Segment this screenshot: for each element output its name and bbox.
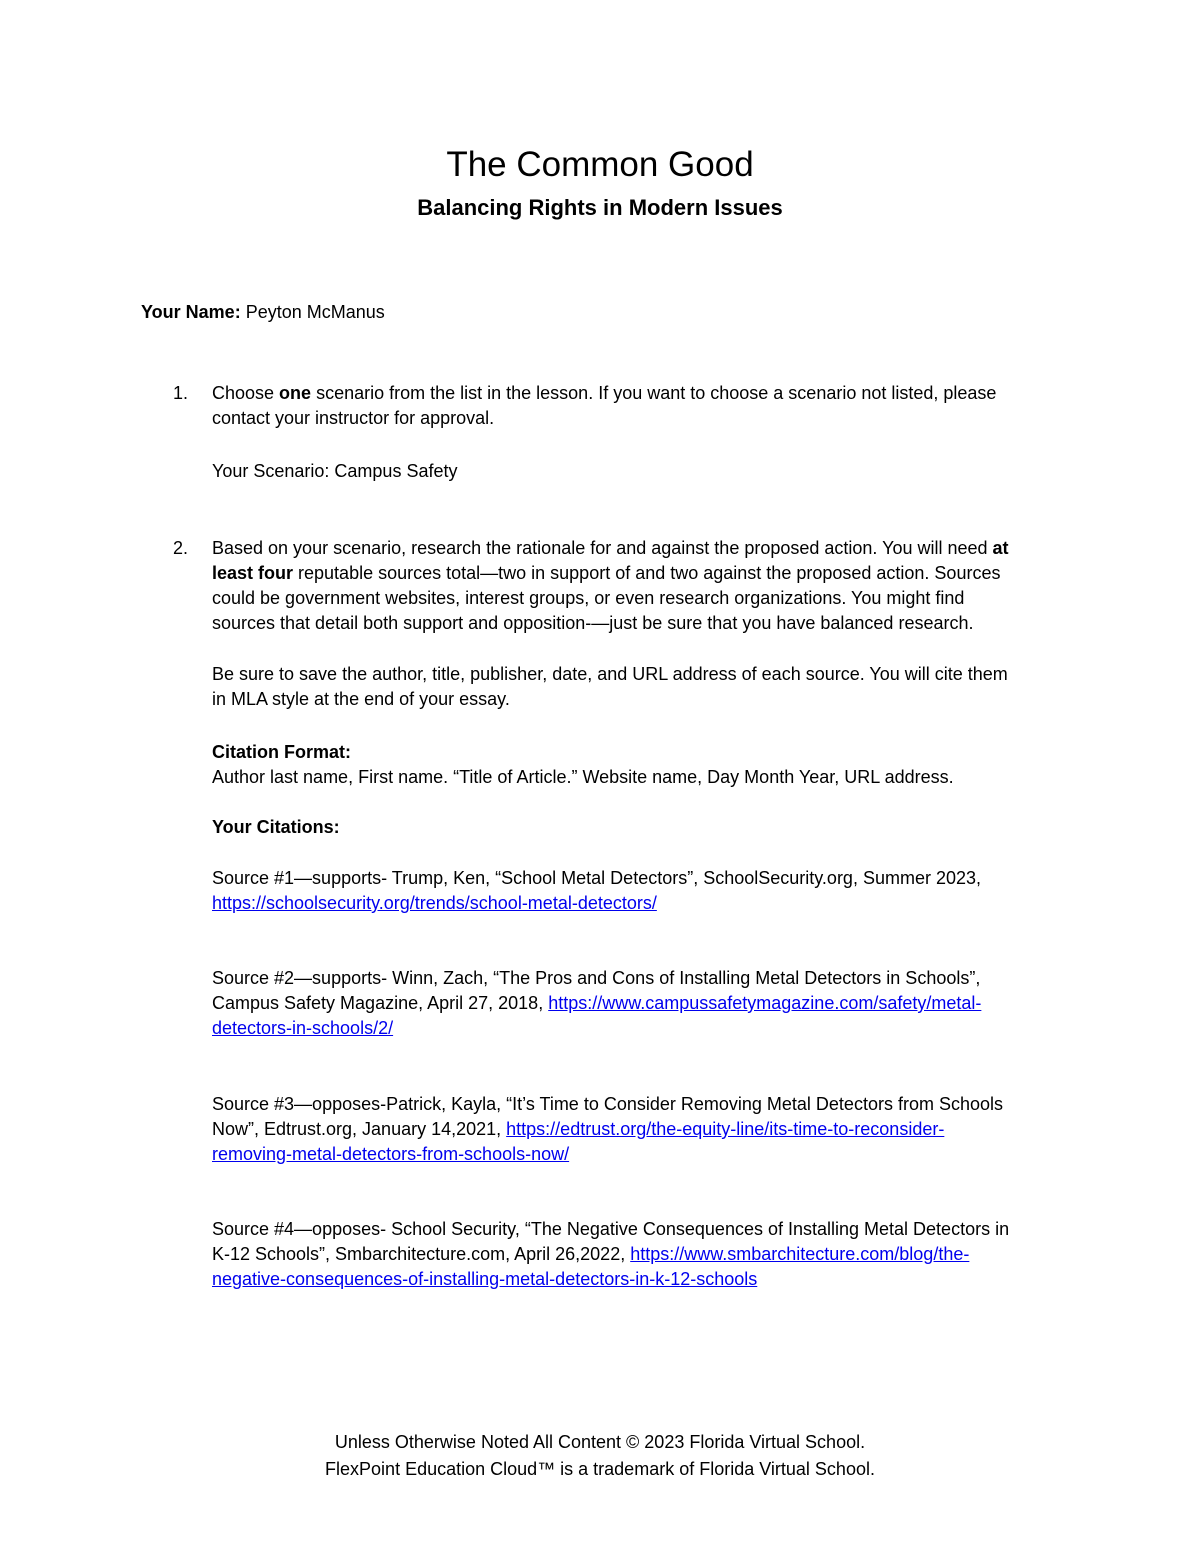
citations-heading: Your Citations: [212, 817, 340, 837]
source-2-publisher: Campus Safety Magazine, April 27, 2018, [212, 993, 549, 1013]
question-2-p2-line-2: in MLA style at the end of your essay. [212, 689, 510, 709]
source-2-link-continued[interactable]: detectors-in-schools/2/ [212, 1018, 394, 1038]
source-3-line-1: Source #3—opposes-Patrick, Kayla, “It’s Time to Consider Removing Metal Detectors from Schools [212, 1094, 1003, 1114]
source-4-publisher: K-12 Schools”, Smbarchitecture.com, April 26,2022, [212, 1244, 631, 1264]
student-name-line [141, 300, 385, 325]
question-2-p1-line-2 [212, 561, 1000, 586]
source-2-link[interactable]: https://www.campussafetymagazine.com/safety/metal- [548, 993, 982, 1013]
source-3-line-3 [212, 1142, 569, 1167]
source-3-publisher: Now”, Edtrust.org, January 14,2021, [212, 1119, 507, 1139]
q1-text-a: Choose [212, 383, 280, 403]
page-title: The Common Good [446, 145, 754, 184]
source-4-link-continued[interactable]: negative-consequences-of-installing-metal-detectors-in-k-12-schools [212, 1269, 758, 1289]
source-4-line-2 [212, 1242, 969, 1267]
source-1-line-2 [212, 891, 657, 916]
source-3-link[interactable]: https://edtrust.org/the-equity-line/its-time-to-reconsider- [506, 1119, 945, 1139]
source-1-link[interactable]: https://schoolsecurity.org/trends/school-metal-detectors/ [212, 893, 657, 913]
source-2-line-3 [212, 1016, 393, 1041]
question-1-number: 1. [172, 383, 188, 403]
source-4-line-1: Source #4—opposes- School Security, “The Negative Consequences of Installing Metal Detectors in [212, 1219, 1010, 1239]
question-1-line-2: contact your instructor for approval. [212, 408, 495, 428]
source-4-link[interactable]: https://www.smbarchitecture.com/blog/the- [630, 1244, 970, 1264]
question-2-p1-line-4: sources that detail both support and opposition-—just be sure that you have balanced research. [212, 613, 974, 633]
q2-bold-least-four: least four [212, 563, 294, 583]
source-1-line-1: Source #1—supports- Trump, Ken, “School Metal Detectors”, SchoolSecurity.org, Summer 2023, [212, 868, 981, 888]
scenario-answer: Your Scenario: Campus Safety [212, 461, 458, 481]
footer-copyright: Unless Otherwise Noted All Content © 2023 Florida Virtual School. [334, 1432, 866, 1452]
question-1-line-1 [212, 381, 996, 406]
source-2-line-1: Source #2—supports- Winn, Zach, “The Pros and Cons of Installing Metal Detectors in Schools”, [212, 968, 981, 988]
q1-text-b: scenario from the list in the lesson. If you want to choose a scenario not listed, please [311, 383, 997, 403]
source-4-line-3 [212, 1267, 757, 1292]
page-subtitle: Balancing Rights in Modern Issues [417, 195, 783, 220]
source-2-line-2 [212, 991, 981, 1016]
name-label: Your Name: [141, 302, 241, 322]
source-3-link-continued[interactable]: removing-metal-detectors-from-schools-now/ [212, 1144, 570, 1164]
question-2-p1-line-1 [212, 536, 1009, 561]
q2-text-b: reputable sources total—two in support of and two against the proposed action. Sources [293, 563, 1001, 583]
source-3-line-2 [212, 1117, 944, 1142]
question-2-p1-line-3: could be government websites, interest groups, or even research organizations. You might find [212, 588, 965, 608]
citation-format-heading: Citation Format: [212, 742, 351, 762]
footer-trademark: FlexPoint Education Cloud™ is a trademark of Florida Virtual School. [325, 1459, 875, 1479]
q2-text-a: Based on your scenario, research the rationale for and against the proposed action. You will need [212, 538, 993, 558]
question-2-number: 2. [172, 538, 188, 558]
citation-format-text: Author last name, First name. “Title of Article.” Website name, Day Month Year, URL address. [212, 767, 954, 787]
q2-bold-at: at [992, 538, 1009, 558]
question-2-p2-line-1: Be sure to save the author, title, publisher, date, and URL address of each source. You will cite them [212, 664, 1008, 684]
student-name: Peyton McManus [245, 302, 385, 322]
q1-bold-one: one [279, 383, 312, 403]
